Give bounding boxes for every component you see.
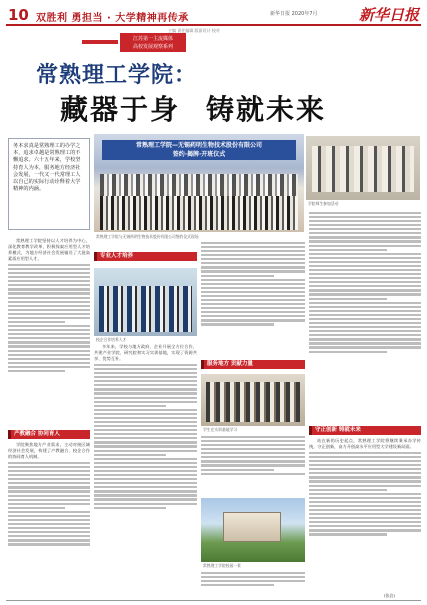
issue-meta: 新华日报 2020年7月 [270, 11, 318, 17]
subhead-3: 服务地方 贡献力量 [201, 360, 305, 369]
photo-right-top-caption: 学院师生参加活动 [308, 201, 339, 206]
page-bottom-rule [6, 600, 421, 601]
lead-paragraph: 务本求真是常熟理工的办学之本，追求卓越是常熟理工的不懈追求。六十五年来，学校坚持育人为本，服务地方经济社会发展，一代又一代常理工人以自己的实际行动诠释着大学精神的内涵。 [8, 138, 90, 230]
column-4-lower-text: 站在新的历史起点，常熟理工学院将继续秉承办学传统，守正创新，奋力开创高水平应用型大学建设新局面。 [309, 438, 421, 449]
campus-photo [201, 498, 305, 562]
campus-photo-caption: 常熟理工学院校园一景 [203, 563, 241, 568]
headline-main [60, 88, 326, 128]
page-number: 10 [8, 6, 29, 24]
newspaper-logo: 新华日报 [358, 6, 419, 24]
column-3-bottom [201, 570, 305, 596]
group-photo-front-row [100, 196, 298, 230]
main-photo-caption: 常熟理工学院与无锡药明生物技术股份有限公司签约仪式现场 [96, 234, 199, 239]
column-2 [94, 344, 197, 596]
headline-part-b: 铸就未来 [206, 93, 327, 126]
headline-part-a: 藏器于身 [60, 93, 181, 126]
photo-right-top [306, 136, 420, 200]
subhead-4: 守正创新 铸就未来 [309, 426, 421, 435]
event-banner-line-2: 签约·揭牌·开班仪式 [172, 151, 226, 158]
event-banner-line-1: 常熟理工学院—无锡药明生物技术股份有限公司 [135, 142, 262, 149]
column-1 [8, 238, 90, 426]
photo-middle-left-caption: 校企合作培养人才 [96, 337, 127, 342]
photo-middle-left [94, 268, 197, 336]
editor-line: 主编 责任编辑 版面设计 校对 [168, 28, 220, 33]
headline-kicker: 常熟理工学院： [36, 63, 198, 88]
main-photo [94, 134, 304, 232]
banner-bar [82, 40, 118, 44]
column-2-text: 多年来，学校与地方政府、企业开展全方位合作，共建产业学院、研究院和实习实训基地，实现了资源共享、优势互补。 [94, 344, 197, 361]
series-banner [120, 33, 186, 52]
banner-line-2: 高校发展观察系列 [132, 44, 173, 50]
column-4-lower [309, 438, 421, 590]
subhead-2: 产教融合 协同育人 [8, 430, 90, 439]
banner-line-1: 江苏第一主流媒体 [132, 36, 173, 42]
photo-middle-right-caption: 学生在实训基地学习 [203, 427, 238, 432]
column-3 [201, 240, 305, 370]
photo-middle-right [201, 374, 305, 426]
subhead-1: 专业人才培养 [94, 252, 197, 261]
event-banner [102, 140, 296, 160]
section-title: 双胜利 勇担当 · 大学精神再传承 [36, 13, 189, 24]
column-1-lower [8, 442, 90, 596]
page-header [6, 4, 421, 26]
column-1-lower-text: 学院聚焦地方产业需求，主动对接区域经济社会发展，构建了产教融合、校企合作的协同育人机制。 [8, 442, 90, 459]
author-signature: (张岩) [384, 593, 396, 598]
column-4 [309, 210, 421, 424]
column-3-lower [201, 434, 305, 496]
column-1-text: 常熟理工学院坚持以人才培养为中心，深化教育教学改革，积极探索应用型人才培养模式，为地方经济社会发展输送了大批高素质应用型人才。 [8, 238, 90, 261]
campus-building [223, 512, 281, 542]
